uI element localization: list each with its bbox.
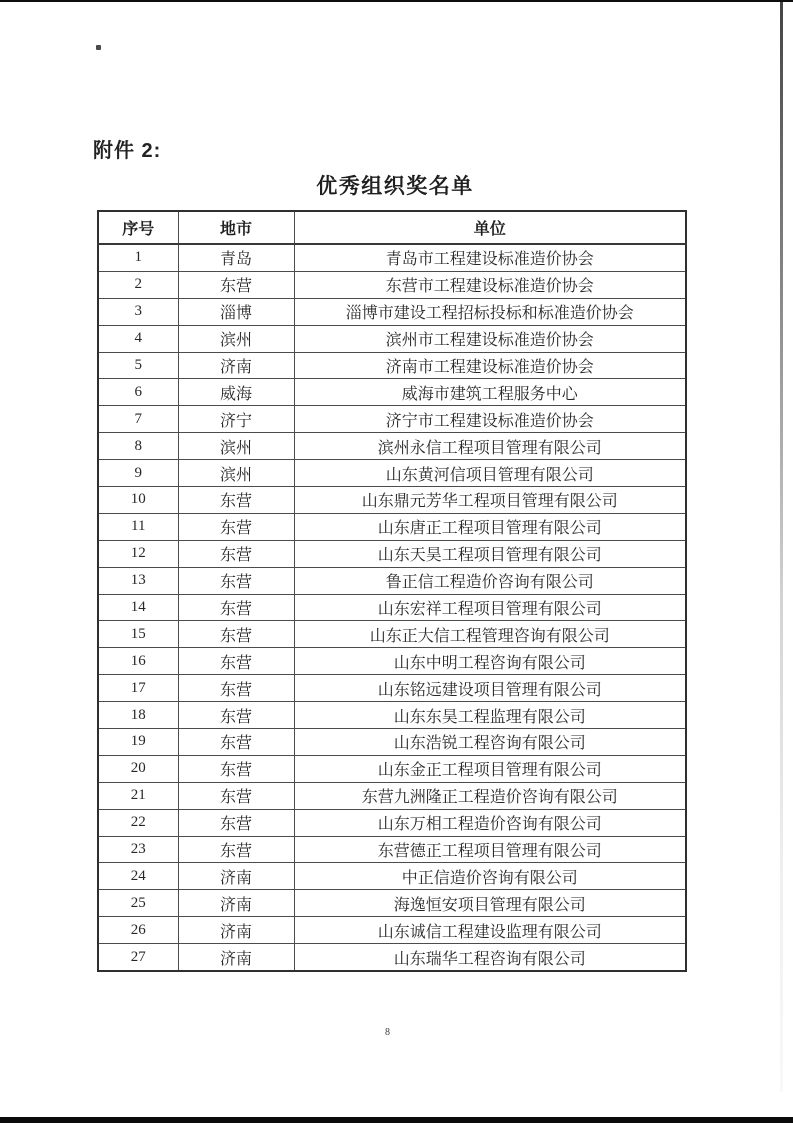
city-cell: 东营 — [178, 594, 294, 621]
unit-cell: 东营德正工程项目管理有限公司 — [294, 836, 686, 863]
table-row — [98, 890, 686, 917]
city-cell: 东营 — [178, 755, 294, 782]
table-row — [98, 782, 686, 809]
row-number-cell: 10 — [98, 487, 178, 514]
city-cell: 东营 — [178, 675, 294, 702]
scan-artifact-right-streak — [780, 2, 783, 1092]
table-row — [98, 271, 686, 298]
row-number-cell: 22 — [98, 809, 178, 836]
table-row — [98, 540, 686, 567]
unit-cell: 山东中明工程咨询有限公司 — [294, 648, 686, 675]
unit-cell: 威海市建筑工程服务中心 — [294, 379, 686, 406]
table-row — [98, 406, 686, 433]
table-row — [98, 352, 686, 379]
city-cell: 东营 — [178, 540, 294, 567]
document-title: 优秀组织奖名单 — [316, 175, 474, 198]
unit-cell: 青岛市工程建设标准造价协会 — [294, 244, 686, 271]
city-cell: 滨州 — [178, 325, 294, 352]
city-cell: 东营 — [178, 836, 294, 863]
unit-cell: 滨州永信工程项目管理有限公司 — [294, 433, 686, 460]
table-row — [98, 675, 686, 702]
unit-cell: 山东唐正工程项目管理有限公司 — [294, 513, 686, 540]
city-cell: 东营 — [178, 729, 294, 756]
row-number-cell: 13 — [98, 567, 178, 594]
unit-cell: 中正信造价咨询有限公司 — [294, 863, 686, 890]
table-row — [98, 755, 686, 782]
table-row — [98, 621, 686, 648]
table-row — [98, 433, 686, 460]
city-cell: 东营 — [178, 809, 294, 836]
table-row — [98, 567, 686, 594]
city-cell: 东营 — [178, 621, 294, 648]
row-number-cell: 9 — [98, 460, 178, 487]
unit-cell: 山东宏祥工程项目管理有限公司 — [294, 594, 686, 621]
unit-cell: 济宁市工程建设标准造价协会 — [294, 406, 686, 433]
row-number-cell: 17 — [98, 675, 178, 702]
city-cell: 青岛 — [178, 244, 294, 271]
row-number-cell: 1 — [98, 244, 178, 271]
unit-cell: 山东金正工程项目管理有限公司 — [294, 755, 686, 782]
row-number-cell: 19 — [98, 729, 178, 756]
unit-cell: 山东万相工程造价咨询有限公司 — [294, 809, 686, 836]
unit-cell: 山东浩锐工程咨询有限公司 — [294, 729, 686, 756]
city-cell: 淄博 — [178, 298, 294, 325]
table-row — [98, 648, 686, 675]
unit-cell: 山东天昊工程项目管理有限公司 — [294, 540, 686, 567]
header-row — [98, 211, 686, 244]
unit-cell: 山东东昊工程监理有限公司 — [294, 702, 686, 729]
table-row — [98, 594, 686, 621]
row-number-cell: 8 — [98, 433, 178, 460]
city-cell: 滨州 — [178, 460, 294, 487]
city-cell: 东营 — [178, 513, 294, 540]
row-number-cell: 18 — [98, 702, 178, 729]
city-cell: 东营 — [178, 271, 294, 298]
row-number-cell: 25 — [98, 890, 178, 917]
row-number-cell: 23 — [98, 836, 178, 863]
row-number-cell: 20 — [98, 755, 178, 782]
unit-cell: 山东黄河信项目管理有限公司 — [294, 460, 686, 487]
row-number-cell: 24 — [98, 863, 178, 890]
row-number-cell: 4 — [98, 325, 178, 352]
row-number-cell: 2 — [98, 271, 178, 298]
city-cell: 济南 — [178, 863, 294, 890]
table-row — [98, 379, 686, 406]
scan-artifact-dot — [96, 45, 101, 50]
table-row — [98, 244, 686, 271]
scan-artifact-top-bar — [0, 0, 793, 2]
city-cell: 东营 — [178, 487, 294, 514]
table-row — [98, 944, 686, 971]
unit-cell: 鲁正信工程造价咨询有限公司 — [294, 567, 686, 594]
scan-artifact-bottom-bar — [0, 1117, 793, 1123]
award-table-header — [98, 211, 686, 244]
table-row — [98, 325, 686, 352]
row-number-cell: 12 — [98, 540, 178, 567]
unit-cell: 海逸恒安项目管理有限公司 — [294, 890, 686, 917]
row-number-cell: 14 — [98, 594, 178, 621]
city-cell: 济南 — [178, 917, 294, 944]
city-cell: 东营 — [178, 648, 294, 675]
table-row — [98, 809, 686, 836]
row-number-cell: 7 — [98, 406, 178, 433]
page-number: 8 — [385, 1027, 390, 1038]
city-cell: 东营 — [178, 702, 294, 729]
row-number-cell: 21 — [98, 782, 178, 809]
header-cell-unit: 单位 — [294, 211, 686, 244]
unit-cell: 山东铭远建设项目管理有限公司 — [294, 675, 686, 702]
row-number-cell: 6 — [98, 379, 178, 406]
row-number-cell: 16 — [98, 648, 178, 675]
table-row — [98, 298, 686, 325]
table-row — [98, 863, 686, 890]
city-cell: 东营 — [178, 782, 294, 809]
city-cell: 威海 — [178, 379, 294, 406]
unit-cell: 济南市工程建设标准造价协会 — [294, 352, 686, 379]
unit-cell: 东营九洲隆正工程造价咨询有限公司 — [294, 782, 686, 809]
row-number-cell: 27 — [98, 944, 178, 971]
row-number-cell: 3 — [98, 298, 178, 325]
table-row — [98, 513, 686, 540]
unit-cell: 山东鼎元芳华工程项目管理有限公司 — [294, 487, 686, 514]
unit-cell: 东营市工程建设标准造价协会 — [294, 271, 686, 298]
award-table-body — [98, 244, 686, 971]
unit-cell: 山东正大信工程管理咨询有限公司 — [294, 621, 686, 648]
city-cell: 东营 — [178, 567, 294, 594]
table-row — [98, 836, 686, 863]
table-row — [98, 487, 686, 514]
city-cell: 滨州 — [178, 433, 294, 460]
city-cell: 济宁 — [178, 406, 294, 433]
row-number-cell: 15 — [98, 621, 178, 648]
attachment-label: 附件 2: — [93, 140, 162, 162]
table-row — [98, 460, 686, 487]
table-row — [98, 729, 686, 756]
row-number-cell: 11 — [98, 513, 178, 540]
table-row — [98, 917, 686, 944]
city-cell: 济南 — [178, 944, 294, 971]
unit-cell: 滨州市工程建设标准造价协会 — [294, 325, 686, 352]
unit-cell: 山东诚信工程建设监理有限公司 — [294, 917, 686, 944]
unit-cell: 淄博市建设工程招标投标和标准造价协会 — [294, 298, 686, 325]
header-cell-city: 地市 — [178, 211, 294, 244]
row-number-cell: 26 — [98, 917, 178, 944]
city-cell: 济南 — [178, 352, 294, 379]
city-cell: 济南 — [178, 890, 294, 917]
award-table — [97, 210, 687, 972]
header-cell-no: 序号 — [98, 211, 178, 244]
row-number-cell: 5 — [98, 352, 178, 379]
unit-cell: 山东瑞华工程咨询有限公司 — [294, 944, 686, 971]
table-row — [98, 702, 686, 729]
